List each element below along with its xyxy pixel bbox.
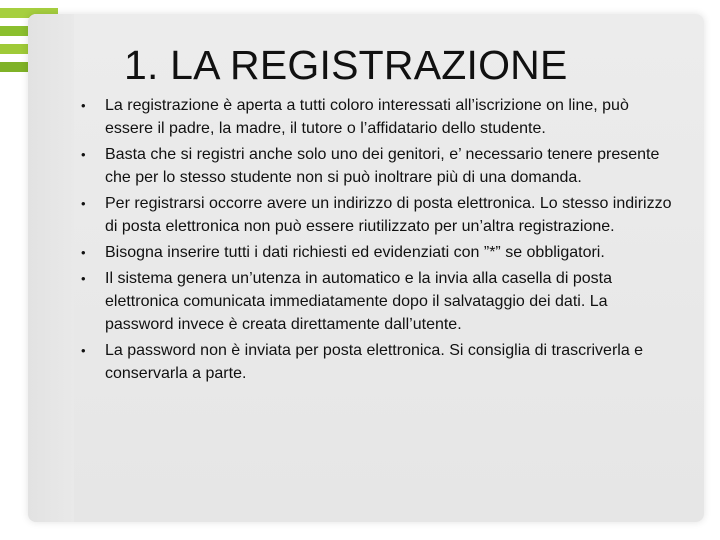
- bullet-list: [78, 94, 678, 388]
- bullet-dot: •: [81, 343, 86, 358]
- bullet-text: Bisogna inserire tutti i dati richiesti ed evidenziati con ”*” se obbligatori.: [105, 244, 605, 261]
- bullet-item: [78, 94, 678, 140]
- bullet-dot: •: [81, 245, 86, 260]
- bullet-item: [78, 339, 678, 385]
- bullet-text: La password non è inviata per posta elettronica. Si consiglia di trascriverla e conservarla a parte.: [105, 342, 644, 382]
- bullet-item: [78, 143, 678, 189]
- bullet-text: Per registrarsi occorre avere un indirizzo di posta elettronica. Lo stesso indirizzo di posta elettronica non può essere riutilizzato per un’altra registrazione.: [105, 195, 672, 235]
- bullet-item: [78, 267, 678, 336]
- bullet-item: [78, 192, 678, 238]
- bullet-dot: •: [81, 147, 86, 162]
- panel-left-rail: [28, 14, 74, 522]
- bullet-dot: •: [81, 271, 86, 286]
- bullet-item: [78, 241, 678, 264]
- slide-title: 1. LA REGISTRAZIONE: [124, 42, 568, 88]
- bullet-text: La registrazione è aperta a tutti coloro interessati all’iscrizione on line, può essere il padre, la madre, il tutore o l’affidatario dello studente.: [105, 97, 629, 137]
- bullet-text: Basta che si registri anche solo uno dei genitori, e’ necessario tenere presente che per lo stesso studente non si può inoltrare più di una domanda.: [105, 146, 660, 186]
- bullet-dot: •: [81, 196, 86, 211]
- bullet-text: Il sistema genera un’utenza in automatico e la invia alla casella di posta elettronica comunicata immediatamente dopo il salvataggio dei dati. La password invece è creata direttamente dall’utente.: [105, 270, 612, 333]
- bullet-dot: •: [81, 98, 86, 113]
